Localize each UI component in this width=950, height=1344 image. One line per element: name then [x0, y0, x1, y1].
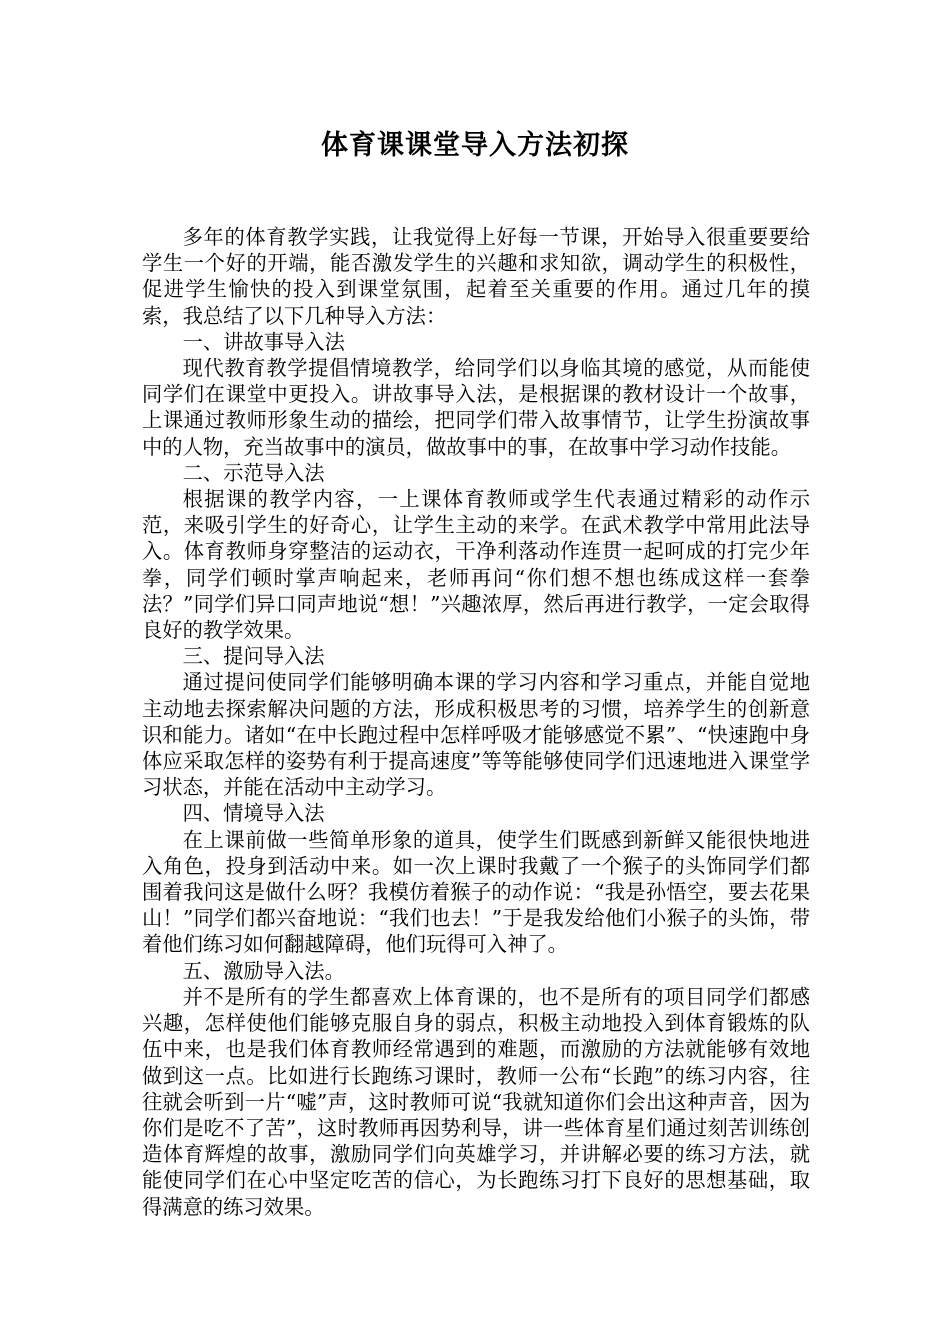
section-paragraph-1: 现代教育教学提倡情境教学，给同学们以身临其境的感觉，从而能使同学们在课堂中更投入。讲故事导入法，是根据课的教材设计一个故事，上课通过教师形象生动的描绘，把同学们带入故事情节，让学生扮演故事中的人物，充当故事中的演员，做故事中的事，在故事中学习动作技能。	[142, 356, 810, 459]
document-title: 体育课课堂导入方法初探	[321, 130, 629, 161]
section-paragraph-2: 根据课的教学内容，一上课体育教师或学生代表通过精彩的动作示范，来吸引学生的好奇心，让学生主动的来学。在武术教学中常用此法导入。体育教师身穿整洁的运动衣，干净利落动作连贯一起呵成的打完少年拳，同学们顿时掌声响起来，老师再问“你们想不想也练成这样一套拳法？”同学们异口同声地说“想！”兴趣浓厚，然后再进行教学，一定会取得良好的教学效果。	[142, 487, 810, 643]
section-heading-3: 三、提问导入法	[182, 644, 325, 669]
section-paragraph-3: 通过提问使同学们能够明确本课的学习内容和学习重点，并能自觉地主动地去探索解决问题的方法，形成积极思考的习惯，培养学生的创新意识和能力。诸如“在中长跑过程中怎样呼吸才能够感觉不累”、“快速跑中身体应采取怎样的姿势有利于提高速度”等等能够使同学们迅速地进入课堂学习状态，并能在活动中主动学习。	[142, 670, 810, 800]
document-body	[142, 224, 810, 1220]
section-heading-1: 一、讲故事导入法	[182, 329, 345, 354]
section-paragraph-5: 并不是所有的学生都喜欢上体育课的，也不是所有的项目同学们都感兴趣，怎样使他们能够克服自身的弱点，积极主动地投入到体育锻炼的队伍中来，也是我们体育教师经常遇到的难题，而激励的方法就能够有效地做到这一点。比如进行长跑练习课时，教师一公布“长跑”的练习内容，往往就会听到一片“嘘”声，这时教师可说“我就知道你们会出这种声音，因为你们是吃不了苦”，这时教师再因势利导，讲一些体育星们通过刻苦训练创造体育辉煌的故事，激励同学们向英雄学习，并讲解必要的练习方法，就能使同学们在心中坚定吃苦的信心，为长跑练习打下良好的思想基础，取得满意的练习效果。	[142, 984, 810, 1219]
section-heading-4: 四、情境导入法	[182, 801, 325, 826]
section-heading-2: 二、示范导入法	[182, 460, 325, 485]
section-paragraph-4: 在上课前做一些简单形象的道具，使学生们既感到新鲜又能很快地进入角色，投身到活动中来。如一次上课时我戴了一个猴子的头饰同学们都围着我问这是做什么呀？我模仿着猴子的动作说：“我是孙悟空，要去花果山！”同学们都兴奋地说：“我们也去！”于是我发给他们小猴子的头饰，带着他们练习如何翻越障碍，他们玩得可入神了。	[142, 827, 810, 957]
intro-paragraph: 多年的体育教学实践，让我觉得上好每一节课，开始导入很重要要给学生一个好的开端，能否激发学生的兴趣和求知欲，调动学生的积极性，促进学生愉快的投入到课堂氛围，起着至关重要的作用。通过几年的摸索，我总结了以下几种导入方法：	[142, 225, 810, 328]
section-heading-5: 五、激励导入法。	[182, 958, 345, 983]
